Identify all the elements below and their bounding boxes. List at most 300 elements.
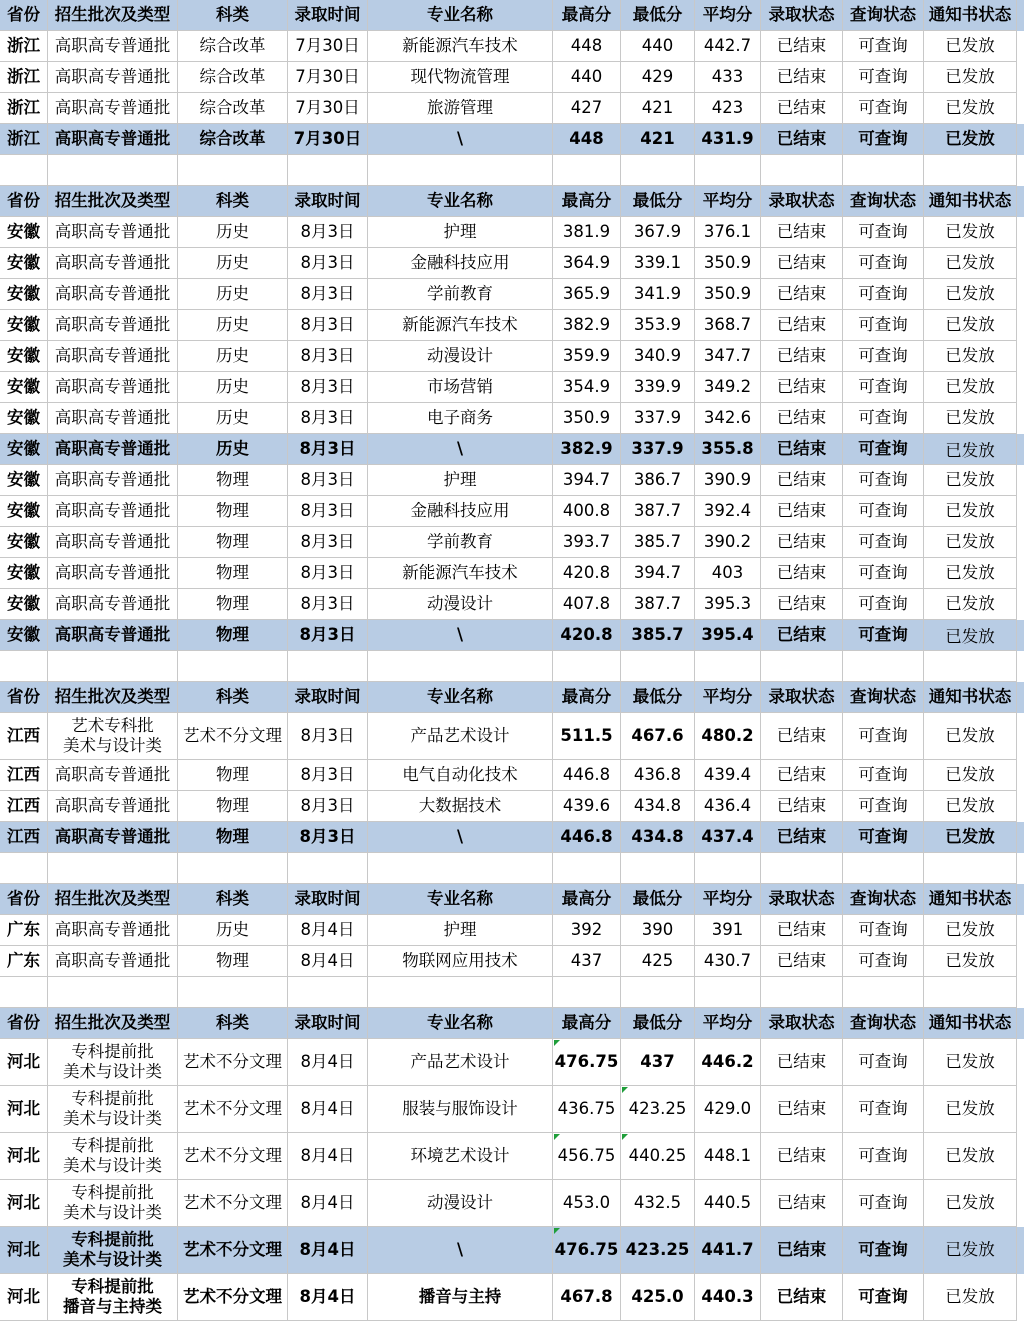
table-cell [48, 977, 178, 1008]
table-cell: 可查询 [843, 822, 924, 853]
table-cell: 可查询 [843, 310, 924, 341]
table-cell: 368.7 [695, 310, 761, 341]
table-cell: 已结束 [761, 62, 843, 93]
table-cell: 8月4日 [288, 1133, 368, 1180]
table-cell: 历史 [178, 915, 288, 946]
table-cell: 342.6 [695, 403, 761, 434]
table-cell: 已结束 [761, 248, 843, 279]
column-header: 最高分 [553, 186, 621, 217]
table-cell: 物联网应用技术 [368, 946, 553, 977]
table-cell [924, 155, 1017, 186]
header-row [0, 186, 1024, 217]
table-cell: 8月3日 [288, 372, 368, 403]
table-row [0, 915, 1024, 946]
table-cell: \ [368, 1227, 553, 1274]
column-header: 录取状态 [761, 186, 843, 217]
column-header: 通知书状态 [924, 682, 1017, 713]
table-cell: 新能源汽车技术 [368, 31, 553, 62]
table-row [0, 496, 1024, 527]
table-cell [48, 651, 178, 682]
table-cell: 421 [621, 124, 695, 155]
column-header: 最高分 [553, 682, 621, 713]
table-row [0, 1086, 1024, 1133]
table-cell: 物理 [178, 527, 288, 558]
table-cell: 436.4 [695, 791, 761, 822]
table-row [0, 558, 1024, 589]
table-row [0, 403, 1024, 434]
table-cell: 综合改革 [178, 62, 288, 93]
table-cell: 专科提前批 美术与设计类 [48, 1227, 178, 1274]
table-cell: 已发放 [924, 372, 1017, 403]
table-cell: 359.9 [553, 341, 621, 372]
table-cell [621, 853, 695, 884]
table-cell: 高职高专普通批 [48, 791, 178, 822]
table-cell [288, 651, 368, 682]
table-row [0, 341, 1024, 372]
table-row [0, 217, 1024, 248]
table-cell: 历史 [178, 310, 288, 341]
table-cell: 365.9 [553, 279, 621, 310]
table-cell: 广东 [0, 915, 48, 946]
table-cell: 安徽 [0, 620, 48, 651]
table-cell: 高职高专普通批 [48, 248, 178, 279]
table-cell: 动漫设计 [368, 341, 553, 372]
table-cell: 390.2 [695, 527, 761, 558]
table-cell: 已结束 [761, 1180, 843, 1227]
column-header: 省份 [0, 884, 48, 915]
table-cell: 381.9 [553, 217, 621, 248]
table-row [0, 465, 1024, 496]
column-header: 录取状态 [761, 1008, 843, 1039]
table-cell: 391 [695, 915, 761, 946]
table-cell: 456.75 [553, 1133, 621, 1180]
table-cell: 产品艺术设计 [368, 713, 553, 760]
table-cell: 407.8 [553, 589, 621, 620]
table-cell: 专科提前批 美术与设计类 [48, 1039, 178, 1086]
table-cell: 已结束 [761, 31, 843, 62]
table-cell [0, 155, 48, 186]
table-cell: 339.9 [621, 372, 695, 403]
table-cell: 已结束 [761, 279, 843, 310]
table-cell [368, 977, 553, 1008]
table-cell: 服装与服饰设计 [368, 1086, 553, 1133]
column-header: 科类 [178, 884, 288, 915]
table-cell: 446.8 [553, 822, 621, 853]
table-cell: 434.8 [621, 791, 695, 822]
table-cell: 可查询 [843, 1039, 924, 1086]
table-cell: 已结束 [761, 527, 843, 558]
column-header: 最低分 [621, 884, 695, 915]
column-header: 专业名称 [368, 1008, 553, 1039]
table-cell: 8月3日 [288, 310, 368, 341]
table-cell: 浙江 [0, 62, 48, 93]
table-cell: 可查询 [843, 791, 924, 822]
table-cell [48, 155, 178, 186]
table-cell: 历史 [178, 372, 288, 403]
table-cell: 8月3日 [288, 248, 368, 279]
table-cell: 440.3 [695, 1274, 761, 1321]
table-cell: 423.25 [621, 1086, 695, 1133]
table-cell: 8月4日 [288, 1180, 368, 1227]
table-cell: 已结束 [761, 310, 843, 341]
column-header: 平均分 [695, 884, 761, 915]
table-cell: 艺术不分文理 [178, 1039, 288, 1086]
table-cell: 可查询 [843, 434, 924, 465]
column-header: 专业名称 [368, 682, 553, 713]
table-cell: 高职高专普通批 [48, 589, 178, 620]
table-cell: 专科提前批 播音与主持类 [48, 1274, 178, 1321]
table-row [0, 1274, 1024, 1321]
table-cell: 423 [695, 93, 761, 124]
table-cell: 431.9 [695, 124, 761, 155]
column-header: 科类 [178, 0, 288, 31]
table-cell: 高职高专普通批 [48, 403, 178, 434]
header-row [0, 1008, 1024, 1039]
table-cell: 安徽 [0, 310, 48, 341]
table-cell: 448.1 [695, 1133, 761, 1180]
table-cell: 金融科技应用 [368, 496, 553, 527]
table-cell: 8月4日 [288, 915, 368, 946]
table-cell: 已发放 [924, 946, 1017, 977]
table-cell: 可查询 [843, 946, 924, 977]
table-cell: 已发放 [924, 822, 1017, 853]
table-row [0, 946, 1024, 977]
table-cell: 播音与主持 [368, 1274, 553, 1321]
table-cell: 安徽 [0, 279, 48, 310]
table-cell: 可查询 [843, 496, 924, 527]
column-header: 查询状态 [843, 1008, 924, 1039]
table-cell: 340.9 [621, 341, 695, 372]
table-cell: 浙江 [0, 124, 48, 155]
table-cell: 可查询 [843, 403, 924, 434]
header-row [0, 884, 1024, 915]
table-cell [288, 155, 368, 186]
table-cell: 436.75 [553, 1086, 621, 1133]
table-cell: 可查询 [843, 124, 924, 155]
table-cell: 河北 [0, 1039, 48, 1086]
table-cell: 安徽 [0, 558, 48, 589]
table-cell: 已发放 [924, 527, 1017, 558]
table-cell: 476.75 [553, 1227, 621, 1274]
table-cell: 347.7 [695, 341, 761, 372]
table-cell: 400.8 [553, 496, 621, 527]
column-header: 通知书状态 [924, 0, 1017, 31]
table-cell: 历史 [178, 434, 288, 465]
table-cell: 已发放 [924, 915, 1017, 946]
table-cell: 已发放 [924, 1274, 1017, 1321]
table-cell [843, 977, 924, 1008]
table-cell: 历史 [178, 217, 288, 248]
table-cell: 440.5 [695, 1180, 761, 1227]
column-header: 平均分 [695, 682, 761, 713]
table-cell [288, 853, 368, 884]
table-cell: 8月4日 [288, 1086, 368, 1133]
table-cell: 8月3日 [288, 620, 368, 651]
table-cell: 物理 [178, 822, 288, 853]
column-header: 招生批次及类型 [48, 0, 178, 31]
table-row [0, 760, 1024, 791]
table-cell: 可查询 [843, 589, 924, 620]
table-cell: 高职高专普通批 [48, 62, 178, 93]
table-cell: 已结束 [761, 434, 843, 465]
table-cell: 已发放 [924, 1086, 1017, 1133]
table-cell: 7月30日 [288, 31, 368, 62]
table-cell: 8月3日 [288, 760, 368, 791]
column-header: 最高分 [553, 0, 621, 31]
table-cell: 8月3日 [288, 791, 368, 822]
table-cell: 已结束 [761, 822, 843, 853]
header-row [0, 0, 1024, 31]
table-cell: 艺术不分文理 [178, 1227, 288, 1274]
table-cell: 已发放 [924, 589, 1017, 620]
table-cell [695, 977, 761, 1008]
column-header: 录取状态 [761, 884, 843, 915]
table-cell: 高职高专普通批 [48, 527, 178, 558]
table-cell: 可查询 [843, 760, 924, 791]
table-cell: 8月3日 [288, 341, 368, 372]
table-cell: 电气自动化技术 [368, 760, 553, 791]
table-cell: 可查询 [843, 620, 924, 651]
table-cell: 420.8 [553, 620, 621, 651]
table-cell: 448 [553, 124, 621, 155]
column-header: 省份 [0, 1008, 48, 1039]
table-cell: 安徽 [0, 496, 48, 527]
table-cell: 高职高专普通批 [48, 31, 178, 62]
column-header: 专业名称 [368, 186, 553, 217]
spacer-row [0, 155, 1024, 186]
table-cell: 可查询 [843, 372, 924, 403]
table-cell: 高职高专普通批 [48, 341, 178, 372]
table-cell: 高职高专普通批 [48, 124, 178, 155]
table-cell: 高职高专普通批 [48, 915, 178, 946]
table-cell: 446.8 [553, 760, 621, 791]
table-cell: 已发放 [924, 1039, 1017, 1086]
table-cell: 可查询 [843, 1133, 924, 1180]
table-cell [553, 977, 621, 1008]
table-cell: 可查询 [843, 1086, 924, 1133]
table-cell [924, 853, 1017, 884]
table-cell: 393.7 [553, 527, 621, 558]
table-cell [178, 977, 288, 1008]
column-header: 最低分 [621, 186, 695, 217]
table-cell [553, 155, 621, 186]
table-cell [178, 155, 288, 186]
table-cell: 高职高专普通批 [48, 434, 178, 465]
table-cell [843, 155, 924, 186]
table-cell: 河北 [0, 1227, 48, 1274]
table-cell: 专科提前批 美术与设计类 [48, 1086, 178, 1133]
table-cell: 江西 [0, 713, 48, 760]
table-cell: 395.3 [695, 589, 761, 620]
column-header: 科类 [178, 186, 288, 217]
table-cell: 8月4日 [288, 1274, 368, 1321]
table-cell: \ [368, 124, 553, 155]
column-header: 查询状态 [843, 0, 924, 31]
table-cell [368, 853, 553, 884]
table-cell: 历史 [178, 403, 288, 434]
table-cell: 382.9 [553, 310, 621, 341]
table-cell: 已结束 [761, 465, 843, 496]
table-cell: 已发放 [924, 1133, 1017, 1180]
table-cell: 425 [621, 946, 695, 977]
table-cell: 动漫设计 [368, 589, 553, 620]
table-cell: 437.4 [695, 822, 761, 853]
column-header: 科类 [178, 682, 288, 713]
table-cell: 8月3日 [288, 403, 368, 434]
table-cell [695, 155, 761, 186]
table-cell: 产品艺术设计 [368, 1039, 553, 1086]
table-cell: 护理 [368, 465, 553, 496]
table-cell: 349.2 [695, 372, 761, 403]
table-cell: 437 [621, 1039, 695, 1086]
table-cell: \ [368, 822, 553, 853]
table-cell: 364.9 [553, 248, 621, 279]
column-header: 录取时间 [288, 186, 368, 217]
column-header: 省份 [0, 186, 48, 217]
table-cell: 已结束 [761, 1039, 843, 1086]
table-cell: 可查询 [843, 1274, 924, 1321]
table-cell: 现代物流管理 [368, 62, 553, 93]
table-cell: 已发放 [924, 31, 1017, 62]
summary-row [0, 822, 1024, 853]
table-cell: 8月3日 [288, 558, 368, 589]
table-cell [178, 853, 288, 884]
table-cell: 历史 [178, 341, 288, 372]
table-cell: 350.9 [553, 403, 621, 434]
table-cell: 可查询 [843, 713, 924, 760]
column-header: 录取时间 [288, 884, 368, 915]
table-cell: 421 [621, 93, 695, 124]
table-cell: 安徽 [0, 403, 48, 434]
table-row [0, 310, 1024, 341]
table-cell: 护理 [368, 915, 553, 946]
table-cell [761, 651, 843, 682]
table-cell: 浙江 [0, 93, 48, 124]
column-header: 录取状态 [761, 682, 843, 713]
table-cell [178, 651, 288, 682]
table-cell: 已结束 [761, 760, 843, 791]
table-cell: 467.6 [621, 713, 695, 760]
table-cell: 已发放 [924, 62, 1017, 93]
table-cell: 390 [621, 915, 695, 946]
table-row [0, 372, 1024, 403]
table-cell: 385.7 [621, 527, 695, 558]
table-cell: 已发放 [924, 279, 1017, 310]
table-cell: 423.25 [621, 1227, 695, 1274]
table-cell: 物理 [178, 558, 288, 589]
column-header: 招生批次及类型 [48, 186, 178, 217]
table-cell: 专科提前批 美术与设计类 [48, 1133, 178, 1180]
table-cell [0, 977, 48, 1008]
table-row [0, 527, 1024, 558]
table-cell: 已发放 [924, 1227, 1017, 1274]
table-cell [621, 155, 695, 186]
table-cell: 艺术不分文理 [178, 1133, 288, 1180]
column-header: 最低分 [621, 682, 695, 713]
table-cell: 已发放 [924, 713, 1017, 760]
table-cell: 已结束 [761, 1227, 843, 1274]
column-header: 平均分 [695, 186, 761, 217]
table-cell: 已结束 [761, 946, 843, 977]
table-cell: 437 [553, 946, 621, 977]
table-cell: 已发放 [924, 465, 1017, 496]
table-cell: 8月3日 [288, 822, 368, 853]
table-cell: 物理 [178, 620, 288, 651]
table-cell: 已结束 [761, 791, 843, 822]
table-cell: 382.9 [553, 434, 621, 465]
table-cell: 可查询 [843, 527, 924, 558]
column-header: 录取时间 [288, 0, 368, 31]
table-cell: 艺术不分文理 [178, 1180, 288, 1227]
table-cell: 艺术不分文理 [178, 1086, 288, 1133]
table-cell: 448 [553, 31, 621, 62]
table-cell: 物理 [178, 946, 288, 977]
table-cell: 433 [695, 62, 761, 93]
table-cell: 8月3日 [288, 217, 368, 248]
column-header: 最低分 [621, 0, 695, 31]
table-cell: 350.9 [695, 248, 761, 279]
table-row [0, 1180, 1024, 1227]
header-row [0, 682, 1024, 713]
table-cell: 可查询 [843, 558, 924, 589]
table-cell: 安徽 [0, 465, 48, 496]
table-cell [761, 977, 843, 1008]
table-cell: 河北 [0, 1274, 48, 1321]
table-cell: 历史 [178, 248, 288, 279]
table-cell [621, 977, 695, 1008]
table-cell: 395.4 [695, 620, 761, 651]
table-cell: 已发放 [924, 248, 1017, 279]
table-row [0, 62, 1024, 93]
column-header: 查询状态 [843, 682, 924, 713]
table-cell: 441.7 [695, 1227, 761, 1274]
table-cell: 艺术不分文理 [178, 713, 288, 760]
column-header: 招生批次及类型 [48, 884, 178, 915]
table-cell: 476.75 [553, 1039, 621, 1086]
column-header: 通知书状态 [924, 186, 1017, 217]
table-cell: 新能源汽车技术 [368, 310, 553, 341]
spacer-row [0, 853, 1024, 884]
table-cell: 387.7 [621, 589, 695, 620]
column-header: 招生批次及类型 [48, 682, 178, 713]
column-header: 省份 [0, 0, 48, 31]
summary-row [0, 434, 1024, 465]
table-cell: 432.5 [621, 1180, 695, 1227]
table-cell [695, 651, 761, 682]
table-cell: 已发放 [924, 620, 1017, 651]
table-cell: 已发放 [924, 93, 1017, 124]
table-cell: 可查询 [843, 915, 924, 946]
table-cell: 已发放 [924, 124, 1017, 155]
table-cell: 341.9 [621, 279, 695, 310]
table-cell: 已结束 [761, 124, 843, 155]
table-cell: 物理 [178, 465, 288, 496]
table-cell: 艺术不分文理 [178, 1274, 288, 1321]
table-cell: 已结束 [761, 1086, 843, 1133]
table-cell: 已结束 [761, 1133, 843, 1180]
table-cell [761, 155, 843, 186]
table-cell: 429.0 [695, 1086, 761, 1133]
table-cell: 376.1 [695, 217, 761, 248]
table-cell: 可查询 [843, 465, 924, 496]
table-row [0, 791, 1024, 822]
table-row [0, 93, 1024, 124]
table-cell: 350.9 [695, 279, 761, 310]
table-cell: 8月3日 [288, 589, 368, 620]
table-cell: 安徽 [0, 589, 48, 620]
table-cell: 江西 [0, 791, 48, 822]
table-cell: 专科提前批 美术与设计类 [48, 1180, 178, 1227]
